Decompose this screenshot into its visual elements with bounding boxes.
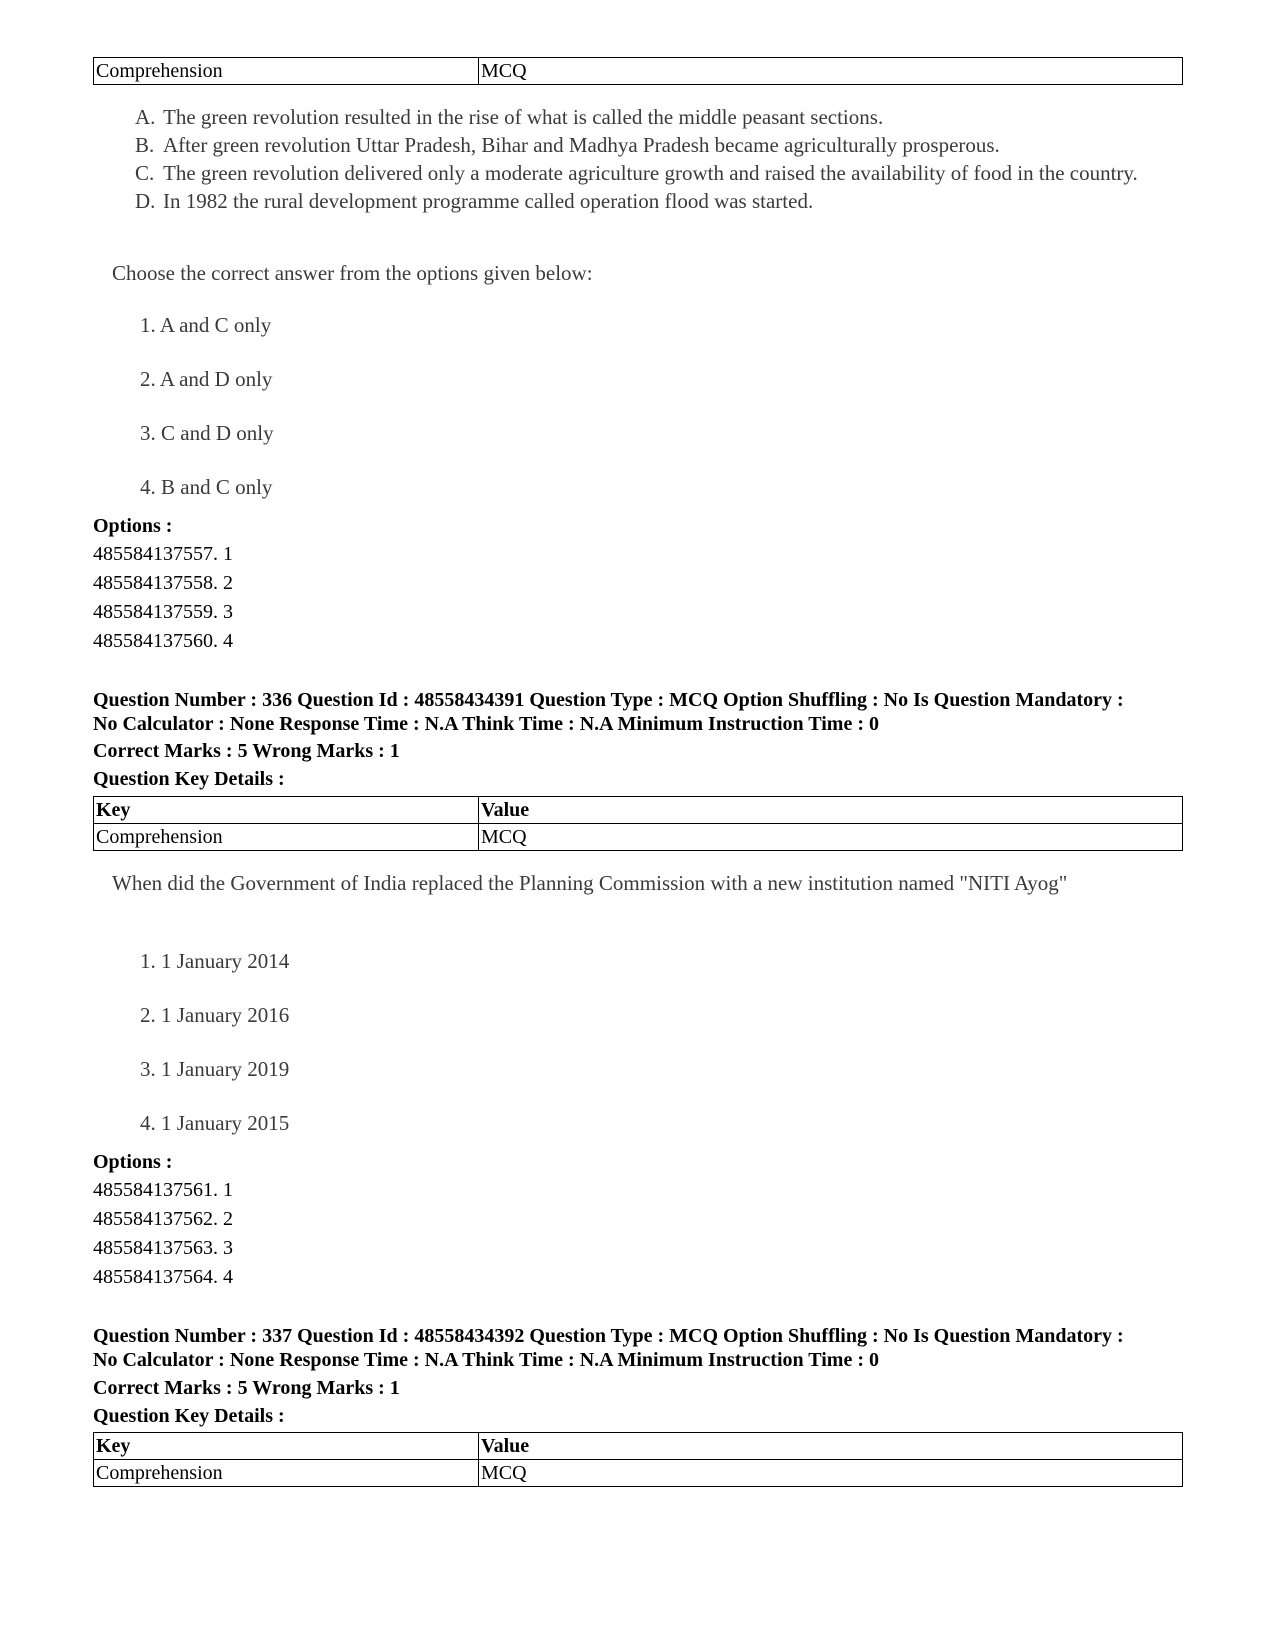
table-cell-value: MCQ — [479, 58, 1183, 85]
statement-letter: B. — [135, 133, 155, 157]
table-cell-key: Comprehension — [94, 1460, 479, 1487]
statement-text: The green revolution resulted in the rise of what is called the middle peasant sections. — [163, 105, 884, 129]
choice-item: 3. 1 January 2019 — [140, 1057, 290, 1081]
question-meta-line: Question Number : 337 Question Id : 48558434392 Question Type : MCQ Option Shuffling : No Is Question Mandatory : — [93, 1325, 1124, 1347]
choice-item: 2. 1 January 2016 — [140, 1003, 290, 1027]
choice-item: 1. A and C only — [140, 313, 272, 337]
question-meta-line: No Calculator : None Response Time : N.A Think Time : N.A Minimum Instruction Time : 0 — [93, 713, 879, 735]
table-cell-value: MCQ — [479, 824, 1183, 851]
choice-item: 1. 1 January 2014 — [140, 949, 290, 973]
q335-instruction: Choose the correct answer from the options given below: — [112, 261, 593, 285]
statement-c — [93, 159, 1163, 187]
question-meta-line: Question Number : 336 Question Id : 48558434391 Question Type : MCQ Option Shuffling : No Is Question Mandatory : — [93, 689, 1124, 711]
choice-item: 2. A and D only — [140, 367, 273, 391]
statement-letter: A. — [135, 105, 156, 129]
question-meta-line: No Calculator : None Response Time : N.A Think Time : N.A Minimum Instruction Time : 0 — [93, 1349, 879, 1371]
options-title: Options : — [93, 515, 173, 537]
table-header-value: Value — [479, 797, 1183, 824]
table-cell-value: MCQ — [479, 1460, 1183, 1487]
q337-key-details-title: Question Key Details : — [93, 1405, 285, 1427]
table-header-row — [94, 797, 1183, 824]
table-header-key: Key — [94, 1433, 479, 1460]
q337-meta — [93, 1324, 1193, 1372]
q335-statements — [93, 103, 1163, 215]
table-cell-key: Comprehension — [94, 58, 479, 85]
statement-letter: D. — [135, 189, 156, 213]
option-line: 485584137557. 1 — [93, 543, 233, 565]
statement-text: In 1982 the rural development programme called operation flood was started. — [163, 189, 814, 213]
statement-d — [93, 187, 1163, 215]
statement-b — [93, 131, 1163, 159]
table-row — [94, 58, 1183, 85]
option-line: 485584137560. 4 — [93, 630, 233, 652]
table-row — [94, 1460, 1183, 1487]
q336-options — [93, 1148, 233, 1292]
top-key-table-wrap — [93, 57, 1183, 85]
q337-key-table — [93, 1432, 1183, 1487]
q336-question-text: When did the Government of India replaced the Planning Commission with a new institution named "NITI Ayog" — [112, 871, 1068, 895]
option-line: 485584137561. 1 — [93, 1179, 233, 1201]
table-header-value: Value — [479, 1433, 1183, 1460]
statement-text: The green revolution delivered only a moderate agriculture growth and raised the availability of food in the country. — [163, 161, 1138, 185]
choice-item: 3. C and D only — [140, 421, 274, 445]
option-line: 485584137564. 4 — [93, 1266, 233, 1288]
q336-marks: Correct Marks : 5 Wrong Marks : 1 — [93, 740, 400, 762]
statement-a — [93, 103, 1163, 131]
options-title: Options : — [93, 1151, 173, 1173]
option-line: 485584137558. 2 — [93, 572, 233, 594]
option-line: 485584137563. 3 — [93, 1237, 233, 1259]
top-key-table — [93, 57, 1183, 85]
table-header-row — [94, 1433, 1183, 1460]
q335-choices — [93, 311, 274, 527]
q337-marks: Correct Marks : 5 Wrong Marks : 1 — [93, 1377, 400, 1399]
q336-key-table-wrap — [93, 796, 1183, 851]
q336-key-details-title: Question Key Details : — [93, 768, 285, 790]
q336-meta — [93, 688, 1193, 736]
choice-item: 4. B and C only — [140, 475, 273, 499]
table-header-key: Key — [94, 797, 479, 824]
q336-choices — [93, 947, 289, 1163]
q337-key-table-wrap — [93, 1432, 1183, 1487]
q335-options — [93, 512, 233, 656]
table-cell-key: Comprehension — [94, 824, 479, 851]
table-row — [94, 824, 1183, 851]
q336-key-table — [93, 796, 1183, 851]
option-line: 485584137562. 2 — [93, 1208, 233, 1230]
statement-letter: C. — [135, 161, 155, 185]
statement-text: After green revolution Uttar Pradesh, Bihar and Madhya Pradesh became agriculturally prosperous. — [163, 133, 1000, 157]
choice-item: 4. 1 January 2015 — [140, 1111, 290, 1135]
option-line: 485584137559. 3 — [93, 601, 233, 623]
